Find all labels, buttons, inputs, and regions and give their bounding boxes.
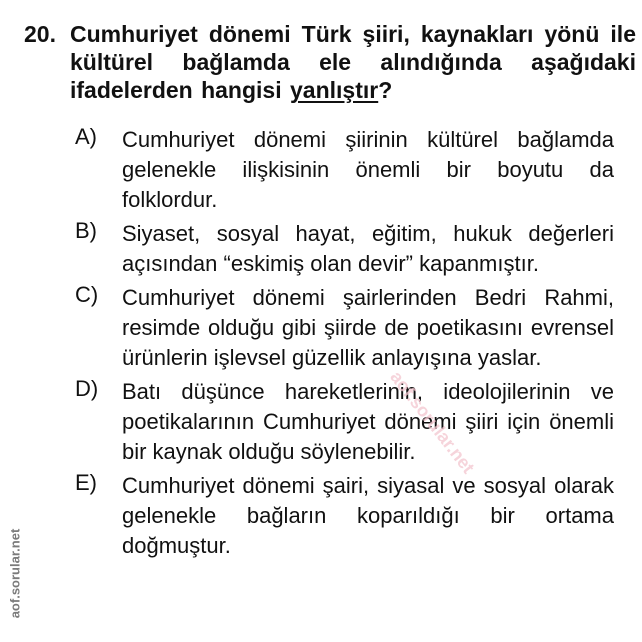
- question-emphasis-word: yanlıştır: [290, 77, 379, 103]
- option-label: C): [75, 282, 99, 307]
- option-label: B): [75, 218, 97, 243]
- option-text: Cumhuriyet dönemi şiirinin kültürel bağlamda gelenekle ilişkisinin önemli bir boyutu da folklordur.: [122, 127, 614, 212]
- option-label: D): [75, 376, 99, 401]
- option-label: A): [75, 124, 97, 149]
- side-watermark: aof.sorular.net: [7, 528, 23, 619]
- option-e[interactable]: [75, 471, 615, 561]
- option-d[interactable]: [75, 377, 615, 467]
- question-stem: Cumhuriyet dönemi Türk şiiri, kaynakları yönü ile kültürel bağlamda ele alındığında aşağıdaki ifadelerden hangisi: [70, 21, 636, 103]
- option-label: E): [75, 470, 97, 495]
- option-text: Cumhuriyet dönemi şairlerinden Bedri Rahmi, resimde olduğu gibi şiirde de poetikasını evrensel ürünlerin işlevsel güzellik anlayışına yaslar.: [122, 285, 614, 370]
- question-number: 20.: [24, 21, 56, 47]
- answer-options: [75, 125, 615, 565]
- option-text: Cumhuriyet dönemi şairi, siyasal ve sosyal olarak gelenekle bağların koparıldığı bir ortama doğmuştur.: [122, 473, 614, 558]
- diagonal-watermark: aof.sorular.net: [386, 367, 479, 478]
- option-a[interactable]: [75, 125, 615, 215]
- option-text: Batı düşünce hareketlerinin, ideolojilerinin ve poetikalarının Cumhuriyet dönemi şiiri için önemli bir kaynak olduğu söylenebilir.: [122, 379, 614, 464]
- option-text: Siyaset, sosyal hayat, eğitim, hukuk değerleri açısından “eskimiş olan devir” kapanmıştır.: [122, 221, 614, 276]
- option-c[interactable]: [75, 283, 615, 373]
- option-b[interactable]: [75, 219, 615, 279]
- question-mark: ?: [378, 77, 393, 103]
- question-text: [70, 20, 636, 104]
